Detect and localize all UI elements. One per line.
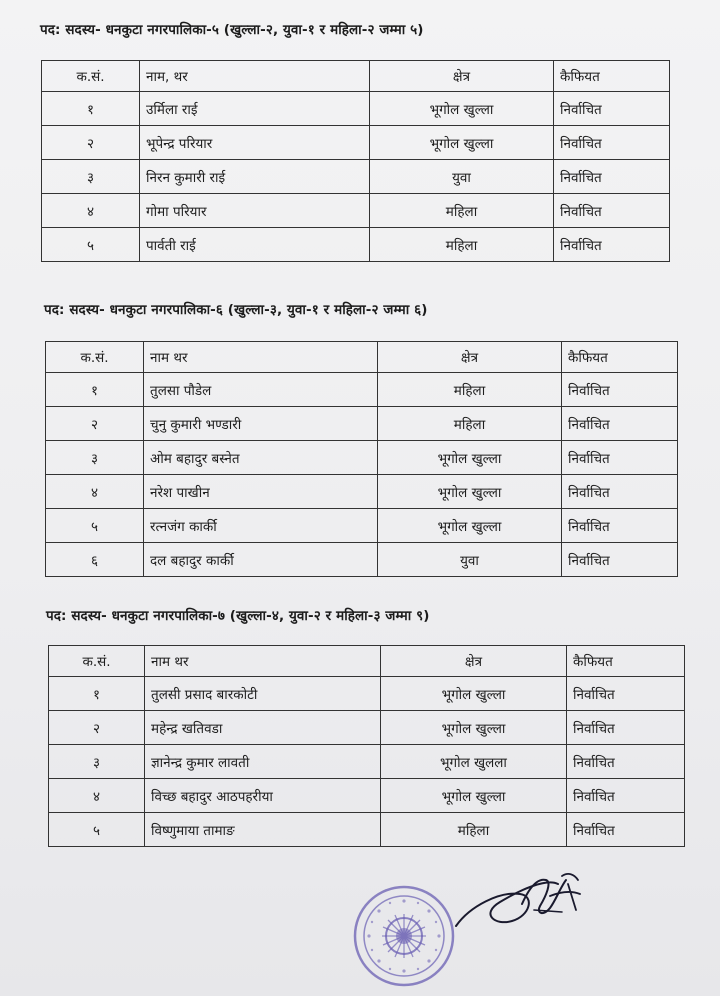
- table-row: [42, 194, 670, 228]
- table-header-row: [49, 646, 685, 677]
- cell-remarks: निर्वाचित: [554, 228, 670, 262]
- cell-area: महिला: [378, 407, 562, 441]
- cell-remarks: निर्वाचित: [562, 441, 678, 475]
- cell-sn: ४: [49, 779, 145, 813]
- table-row: [49, 745, 685, 779]
- cell-area: भूगोल खुल्ला: [370, 92, 554, 126]
- cell-remarks: निर्वाचित: [554, 126, 670, 160]
- table-header-row: [46, 342, 678, 373]
- cell-name: महेन्द्र खतिवडा: [145, 711, 381, 745]
- cell-area: भूगोल खुल्ला: [378, 509, 562, 543]
- cell-area: भूगोल खुल्ला: [378, 441, 562, 475]
- table-row: [42, 160, 670, 194]
- header-sn: क.सं.: [46, 342, 144, 373]
- cell-name: निरन कुमारी राई: [140, 160, 370, 194]
- cell-area: भूगोल खुल्ला: [378, 475, 562, 509]
- cell-area: भूगोल खुल्ला: [370, 126, 554, 160]
- cell-sn: ३: [49, 745, 145, 779]
- cell-area: भूगोल खुल्ला: [381, 677, 567, 711]
- header-area: क्षेत्र: [381, 646, 567, 677]
- official-stamp-icon: [352, 884, 456, 988]
- cell-area: भूगोल खुल्ला: [381, 711, 567, 745]
- cell-remarks: निर्वाचित: [567, 745, 685, 779]
- table-ward-5: [41, 60, 670, 262]
- cell-sn: २: [42, 126, 140, 160]
- cell-area: युवा: [378, 543, 562, 577]
- cell-remarks: निर्वाचित: [562, 373, 678, 407]
- cell-remarks: निर्वाचित: [562, 407, 678, 441]
- cell-sn: २: [46, 407, 144, 441]
- header-name: नाम थर: [145, 646, 381, 677]
- header-area: क्षेत्र: [370, 61, 554, 92]
- cell-sn: ५: [42, 228, 140, 262]
- cell-name: गोमा परियार: [140, 194, 370, 228]
- cell-sn: १: [46, 373, 144, 407]
- cell-sn: ३: [42, 160, 140, 194]
- cell-name: चुनु कुमारी भण्डारी: [144, 407, 378, 441]
- signature-icon: [450, 866, 600, 936]
- table-row: [49, 711, 685, 745]
- cell-area: महिला: [370, 228, 554, 262]
- cell-remarks: निर्वाचित: [567, 813, 685, 847]
- cell-remarks: निर्वाचित: [567, 677, 685, 711]
- cell-sn: २: [49, 711, 145, 745]
- table-row: [46, 373, 678, 407]
- table-row: [46, 509, 678, 543]
- cell-area: महिला: [381, 813, 567, 847]
- table-row: [42, 126, 670, 160]
- cell-area: भूगोल खुलला: [381, 745, 567, 779]
- cell-area: भूगोल खुल्ला: [381, 779, 567, 813]
- cell-name: दल बहादुर कार्की: [144, 543, 378, 577]
- section-title-ward-6: पद: सदस्य- धनकुटा नगरपालिका-६ (खुल्ला-३, युवा-१ र महिला-२ जम्मा ६): [44, 302, 428, 318]
- cell-sn: ३: [46, 441, 144, 475]
- table-row: [49, 677, 685, 711]
- cell-remarks: निर्वाचित: [562, 509, 678, 543]
- cell-name: ओम बहादुर बस्नेत: [144, 441, 378, 475]
- section-title-ward-5: पद: सदस्य- धनकुटा नगरपालिका-५ (खुल्ला-२, युवा-१ र महिला-२ जम्मा ५): [40, 22, 424, 38]
- header-remarks: कैफियत: [554, 61, 670, 92]
- table-row: [46, 441, 678, 475]
- table-row: [46, 407, 678, 441]
- cell-sn: ४: [46, 475, 144, 509]
- cell-sn: १: [49, 677, 145, 711]
- cell-name: ज्ञानेन्द्र कुमार लावती: [145, 745, 381, 779]
- table-header-row: [42, 61, 670, 92]
- cell-remarks: निर्वाचित: [567, 779, 685, 813]
- table-row: [49, 813, 685, 847]
- table-ward-6: [45, 341, 678, 577]
- section-title-ward-7: पद: सदस्य- धनकुटा नगरपालिका-७ (खुल्ला-४, युवा-२ र महिला-३ जम्मा ९): [46, 608, 430, 624]
- table-row: [46, 475, 678, 509]
- header-remarks: कैफियत: [562, 342, 678, 373]
- cell-name: विच्छ बहादुर आठपहरीया: [145, 779, 381, 813]
- cell-sn: १: [42, 92, 140, 126]
- cell-name: तुलसी प्रसाद बारकोटी: [145, 677, 381, 711]
- cell-name: तुलसा पौडेल: [144, 373, 378, 407]
- header-name: नाम, थर: [140, 61, 370, 92]
- cell-name: नरेश पाखीन: [144, 475, 378, 509]
- cell-name: पार्वती राई: [140, 228, 370, 262]
- cell-remarks: निर्वाचित: [567, 711, 685, 745]
- cell-sn: ५: [46, 509, 144, 543]
- header-name: नाम थर: [144, 342, 378, 373]
- cell-remarks: निर्वाचित: [554, 160, 670, 194]
- table-ward-7: [48, 645, 685, 847]
- table-row: [46, 543, 678, 577]
- cell-sn: ६: [46, 543, 144, 577]
- cell-name: विष्णुमाया तामाङ: [145, 813, 381, 847]
- cell-sn: ४: [42, 194, 140, 228]
- cell-remarks: निर्वाचित: [562, 543, 678, 577]
- table-row: [49, 779, 685, 813]
- cell-area: महिला: [378, 373, 562, 407]
- cell-sn: ५: [49, 813, 145, 847]
- cell-remarks: निर्वाचित: [554, 92, 670, 126]
- header-sn: क.सं.: [42, 61, 140, 92]
- cell-name: उर्मिला राई: [140, 92, 370, 126]
- header-area: क्षेत्र: [378, 342, 562, 373]
- cell-area: महिला: [370, 194, 554, 228]
- cell-name: भूपेन्द्र परियार: [140, 126, 370, 160]
- table-row: [42, 92, 670, 126]
- table-row: [42, 228, 670, 262]
- header-remarks: कैफियत: [567, 646, 685, 677]
- cell-area: युवा: [370, 160, 554, 194]
- cell-name: रत्नजंग कार्की: [144, 509, 378, 543]
- cell-remarks: निर्वाचित: [554, 194, 670, 228]
- header-sn: क.सं.: [49, 646, 145, 677]
- cell-remarks: निर्वाचित: [562, 475, 678, 509]
